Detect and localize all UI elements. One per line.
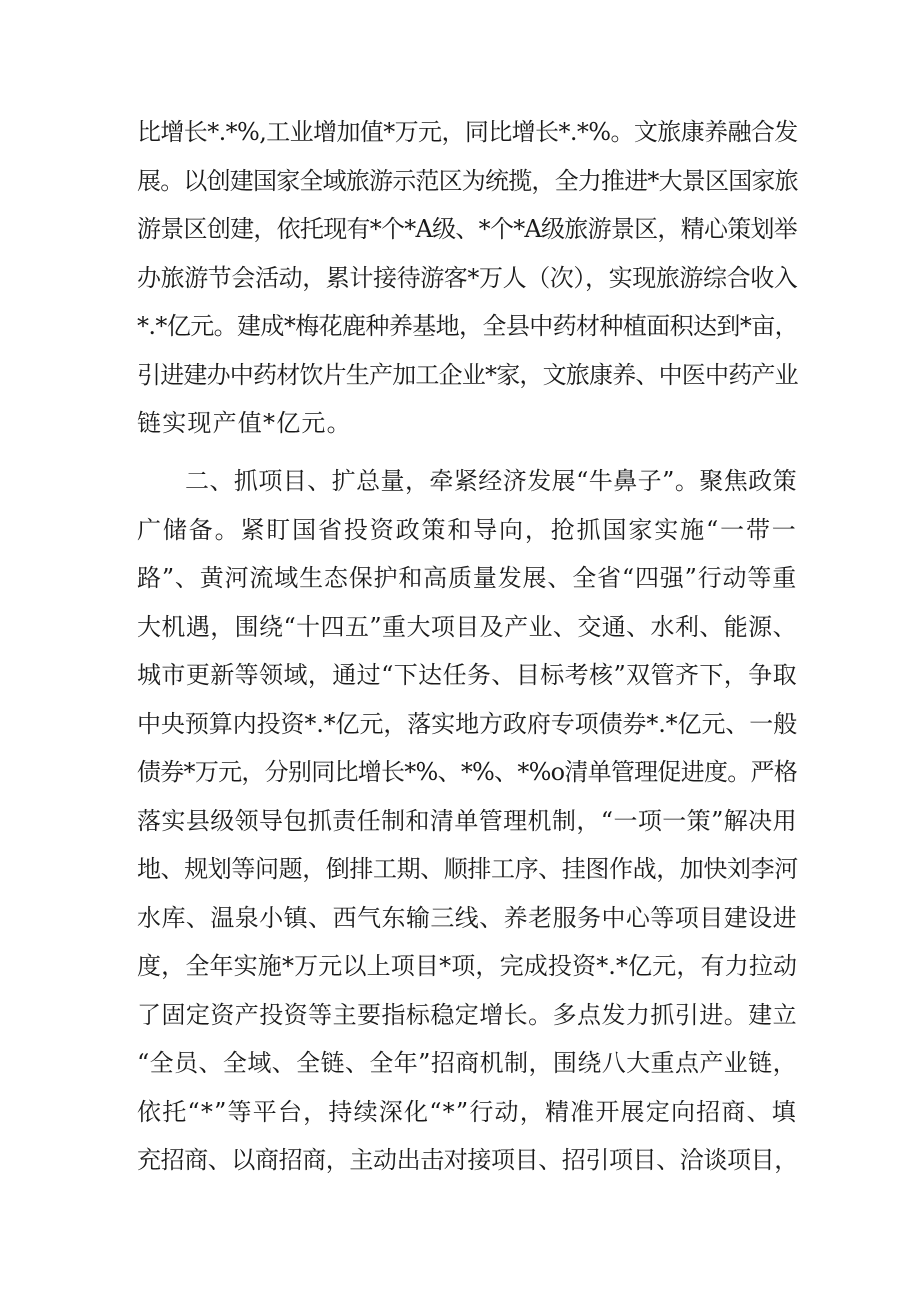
paragraph-line: 城市更新等领域，通过“下达任务、目标考核”双管齐下，争取	[137, 661, 797, 689]
paragraph-line: 引进建办中药材饮片生产加工企业*家，文旅康养、中医中药产业	[137, 360, 798, 389]
paragraph-line: 大机遇，围绕“十四五”重大项目及产业、交通、水利、能源、	[137, 612, 797, 641]
paragraph-line: 度，全年实施*万元以上项目*项，完成投资*.*亿元，有力拉动	[137, 952, 797, 980]
paragraph-projects	[137, 457, 797, 1185]
paragraph-line: 了固定资产投资等主要指标稳定增长。多点发力抓引进。建立	[137, 1000, 797, 1029]
paragraph-line: 链实现产值*亿元。	[137, 409, 352, 437]
paragraph-line: 广储备。紧盯国省投资政策和导向，抢抓国家实施“一带一	[137, 515, 797, 544]
paragraph-line: 充招商、以商招商，主动出击对接项目、招引项目、洽谈项目，	[137, 1146, 798, 1174]
paragraph-line: 办旅游节会活动，累计接待游客*万人（次），实现旅游综合收入	[137, 263, 798, 292]
paragraph-line: 二、抓项目、扩总量，牵紧经济发展“牛鼻子”。聚焦政策	[185, 467, 797, 495]
paragraph-line: 落实县级领导包抓责任制和清单管理机制，“一项一策”解决用	[137, 806, 797, 835]
paragraph-line: 中央预算内投资*.*亿元，落实地方政府专项债券*.*亿元、一般	[137, 709, 797, 738]
paragraph-line: 债券*万元，分别同比增长*%、*%、*%o清单管理促进度。严格	[137, 758, 797, 786]
paragraph-line: *.*亿元。建成*梅花鹿种养基地，全县中药材种植面积达到*亩，	[137, 312, 799, 340]
paragraph-line: 依托“*”等平台，持续深化“*”行动，精准开展定向招商、填	[137, 1097, 797, 1126]
paragraph-line: 游景区创建，依托现有*个*A级、*个*A级旅游景区，精心策划举	[137, 215, 797, 243]
paragraph-line: 水库、温泉小镇、西气东输三线、养老服务中心等项目建设进	[137, 903, 797, 932]
paragraph-culture-tourism	[137, 108, 797, 448]
paragraph-line: “全员、全域、全链、全年”招商机制，围绕八大重点产业链，	[137, 1049, 797, 1077]
paragraph-line: 比增长*.*%,工业增加值*万元，同比增长*.*%。文旅康养融合发	[137, 118, 798, 146]
paragraph-line: 路”、黄河流域生态保护和高质量发展、全省“四强”行动等重	[137, 564, 797, 592]
paragraph-line: 展。以创建国家全域旅游示范区为统揽，全力推进*大景区国家旅	[137, 166, 798, 195]
paragraph-line: 地、规划等问题，倒排工期、顺排工序、挂图作战，加快刘李河	[137, 855, 798, 883]
